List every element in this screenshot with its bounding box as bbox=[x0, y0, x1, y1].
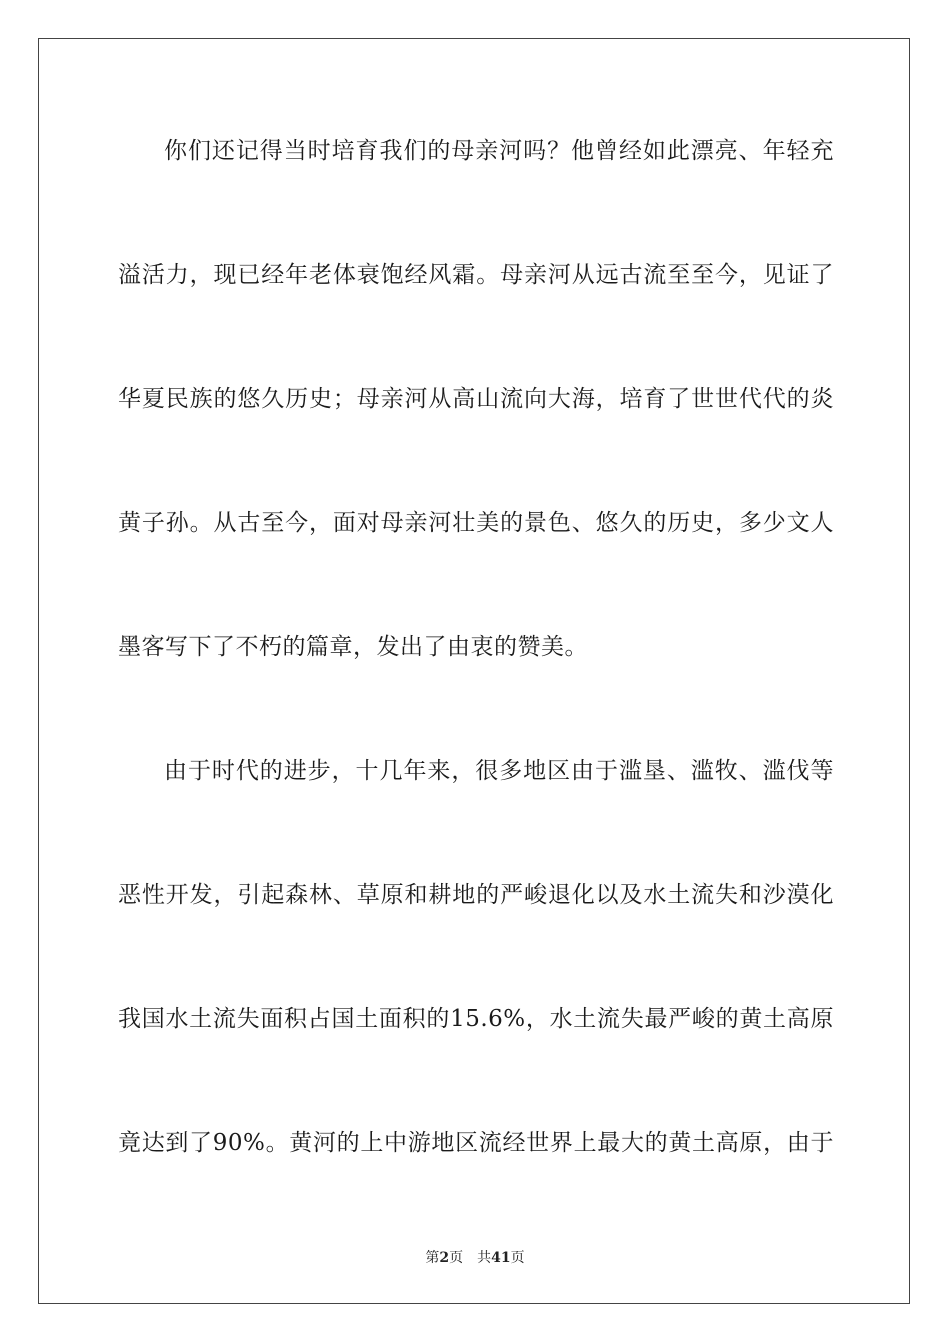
page-footer bbox=[0, 1249, 950, 1267]
page-current: 2 bbox=[439, 1250, 450, 1266]
page-number-label bbox=[425, 1250, 463, 1266]
page-total: 41 bbox=[491, 1250, 511, 1266]
paragraph-1-line-2: 溢活力，现已经年老体衰饱经风霜。母亲河从远古流至至今，见证了 bbox=[118, 262, 834, 288]
total-prefix: 共 bbox=[477, 1250, 492, 1266]
page-suffix: 页 bbox=[449, 1250, 464, 1266]
paragraph-1-line-4: 黄子孙。从古至今，面对母亲河壮美的景色、悠久的历史，多少文人 bbox=[118, 510, 834, 536]
paragraph-1-line-3: 华夏民族的悠久历史；母亲河从高山流向大海，培育了世世代代的炎 bbox=[118, 386, 834, 412]
paragraph-2-line-3: 我国水土流失面积占国土面积的15.6%，水土流失最严峻的黄土高原 bbox=[118, 1006, 834, 1032]
paragraph-1-line-5: 墨客写下了不朽的篇章，发出了由衷的赞美。 bbox=[118, 634, 588, 660]
paragraph-2-line-4: 竟达到了90%。黄河的上中游地区流经世界上最大的黄土高原，由于 bbox=[118, 1130, 834, 1156]
paragraph-2-line-1: 由于时代的进步，十几年来，很多地区由于滥垦、滥牧、滥伐等 bbox=[164, 758, 834, 784]
paragraph-1-line-1: 你们还记得当时培育我们的母亲河吗？他曾经如此漂亮、年轻充 bbox=[164, 138, 834, 164]
page-total-label bbox=[477, 1250, 524, 1266]
paragraph-2-line-2: 恶性开发，引起森林、草原和耕地的严峻退化以及水土流失和沙漠化 bbox=[118, 882, 834, 908]
page-border bbox=[38, 38, 910, 1304]
page-prefix: 第 bbox=[425, 1250, 440, 1266]
total-suffix: 页 bbox=[510, 1250, 525, 1266]
